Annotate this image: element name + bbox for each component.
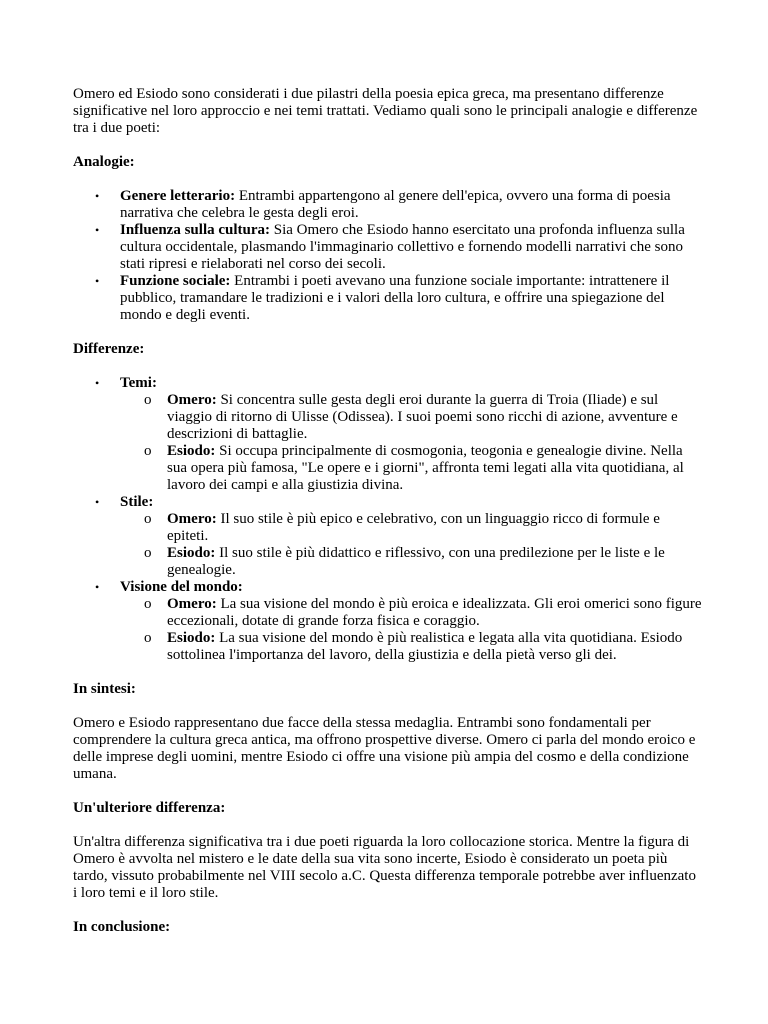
list-item — [73, 579, 703, 664]
analogie-heading: Analogie: — [73, 154, 135, 170]
item-text: La sua visione del mondo è più realistica e legata alla vita quotidiana. Esiodo sottolinea l'importanza del lavoro, della giustizia e della pietà verso gli dei. — [167, 630, 683, 663]
conclusione-heading: In conclusione: — [73, 919, 171, 935]
circle-bullet-icon: o — [144, 545, 152, 561]
sub-list — [120, 392, 703, 494]
item-term: Genere letterario: — [120, 188, 236, 204]
item-term: Omero: — [167, 596, 217, 612]
circle-bullet-icon: o — [144, 443, 152, 459]
group-title: Temi: — [120, 375, 157, 391]
sub-list-item — [120, 392, 703, 443]
item-text: Si concentra sulle gesta degli eroi durante la guerra di Troia (Iliade) e sul viaggio di ritorno di Ulisse (Odissea). I suoi poemi sono ricchi di azione, avventure e descrizioni di battaglie. — [167, 392, 678, 442]
item-text: Il suo stile è più epico e celebrativo, con un linguaggio ricco di formule e epiteti. — [167, 511, 660, 544]
item-term: Esiodo: — [167, 545, 216, 561]
sub-list-item — [120, 630, 703, 664]
sub-list — [120, 511, 703, 579]
circle-bullet-icon: o — [144, 511, 152, 527]
list-item — [73, 273, 703, 324]
intro-paragraph: Omero ed Esiodo sono considerati i due pilastri della poesia epica greca, ma presentano differenze significative nel loro approccio e nei temi trattati. Vediamo quali sono le principali analogie e differenze tra i due poeti: — [73, 86, 698, 136]
item-text: La sua visione del mondo è più eroica e idealizzata. Gli eroi omerici sono figure eccezionali, dotate di grande forza fisica e coraggio. — [167, 596, 702, 629]
bullet-icon: • — [95, 495, 100, 509]
bullet-icon: • — [95, 274, 100, 288]
list-item — [73, 375, 703, 494]
sub-list — [120, 596, 703, 664]
list-item — [73, 494, 703, 579]
group-title: Stile: — [120, 494, 154, 510]
item-text: Il suo stile è più didattico e riflessivo, con una predilezione per le liste e le genealogie. — [167, 545, 665, 578]
item-term: Omero: — [167, 511, 217, 527]
item-text: Sia Omero che Esiodo hanno esercitato una profonda influenza sulla cultura occidentale, plasmando l'immaginario collettivo e fornendo modelli narrativi che sono stati ripresi e rielaborati nel corso dei secoli. — [120, 222, 685, 272]
sintesi-paragraph: Omero e Esiodo rappresentano due facce della stessa medaglia. Entrambi sono fondamentali per comprendere la cultura greca antica, ma offrono prospettive diverse. Omero ci parla del mondo eroico e delle imprese degli uomini, mentre Esiodo ci offre una visione più ampia del cosmo e della condizione umana. — [73, 715, 696, 782]
item-term: Esiodo: — [167, 630, 216, 646]
item-term: Esiodo: — [167, 443, 216, 459]
sub-list-item — [120, 443, 703, 494]
item-term: Funzione sociale: — [120, 273, 231, 289]
circle-bullet-icon: o — [144, 630, 152, 646]
item-text: Entrambi i poeti avevano una funzione sociale importante: intrattenere il pubblico, tramandare le tradizioni e i valori della loro cultura, e offrire una spiegazione del mondo e degli eventi. — [120, 273, 670, 323]
sintesi-heading: In sintesi: — [73, 681, 136, 697]
sub-list-item — [120, 596, 703, 630]
ulteriore-heading: Un'ulteriore differenza: — [73, 800, 226, 816]
bullet-icon: • — [95, 580, 100, 594]
ulteriore-paragraph: Un'altra differenza significativa tra i due poeti riguarda la loro collocazione storica. Mentre la figura di Omero è avvolta nel mistero e le date della sua vita sono incerte, Esiodo è considerato un poeta più tardo, vissuto probabilmente nel VIII secolo a.C. Questa differenza temporale potrebbe aver influenzato i loro temi e il loro stile. — [73, 834, 696, 901]
document-page — [73, 86, 703, 953]
item-text: Entrambi appartengono al genere dell'epica, ovvero una forma di poesia narrativa che celebra le gesta degli eroi. — [120, 188, 671, 221]
item-term: Influenza sulla cultura: — [120, 222, 271, 238]
differenze-heading: Differenze: — [73, 341, 145, 357]
differenze-list — [73, 375, 703, 664]
bullet-icon: • — [95, 223, 100, 237]
sub-list-item — [120, 511, 703, 545]
analogie-list — [73, 188, 703, 324]
circle-bullet-icon: o — [144, 392, 152, 408]
list-item — [73, 188, 703, 222]
item-text: Si occupa principalmente di cosmogonia, teogonia e genealogie divine. Nella sua opera più famosa, "Le opere e i giorni", affronta temi legati alla vita quotidiana, al lavoro dei campi e alla giustizia divina. — [167, 443, 684, 493]
group-title: Visione del mondo: — [120, 579, 243, 595]
circle-bullet-icon: o — [144, 596, 152, 612]
sub-list-item — [120, 545, 703, 579]
list-item — [73, 222, 703, 273]
item-term: Omero: — [167, 392, 217, 408]
bullet-icon: • — [95, 189, 100, 203]
bullet-icon: • — [95, 376, 100, 390]
